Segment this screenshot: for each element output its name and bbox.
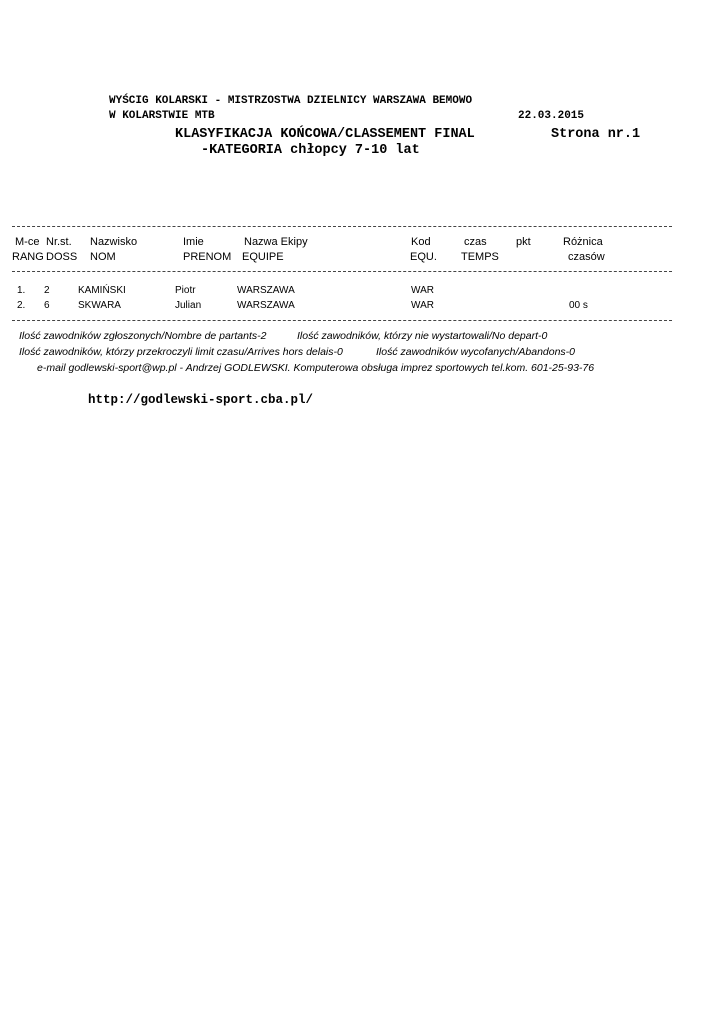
event-subtitle: W KOLARSTWIE MTB xyxy=(109,110,215,122)
col-team-fr: EQUIPE xyxy=(242,251,284,263)
col-surname-pl: Nazwisko xyxy=(90,236,138,248)
page-number: Strona nr.1 xyxy=(551,127,641,142)
row-1-team: WARSZAWA xyxy=(237,285,295,296)
divider-top xyxy=(12,226,672,227)
col-diff-fr: czasów xyxy=(568,251,605,263)
stat-not-started: Ilość zawodników, którzy nie wystartowali/No depart-0 xyxy=(297,330,548,342)
contact-info: e-mail godlewski-sport@wp.pl - Andrzej GODLEWSKI. Komputerowa obsługa imprez sportowych tel.kom. 601-25-93-76 xyxy=(37,362,595,374)
event-title: WYŚCIG KOLARSKI - MISTRZOSTWA DZIELNICY WARSZAWA BEMOWO xyxy=(109,95,473,107)
row-2-number: 6 xyxy=(44,300,50,311)
col-place-pl: M-ce xyxy=(15,236,40,248)
col-firstname-pl: Imie xyxy=(183,236,204,248)
row-2-diff: 00 s xyxy=(569,300,588,311)
col-number-fr: DOSS xyxy=(46,251,78,263)
col-points: pkt xyxy=(516,236,531,248)
row-2-firstname: Julian xyxy=(175,300,202,311)
row-1-number: 2 xyxy=(44,285,50,296)
stat-over-limit: Ilość zawodników, którzy przekroczyli limit czasu/Arrives hors delais-0 xyxy=(19,346,343,358)
row-2-surname: SKWARA xyxy=(78,300,121,311)
divider-header xyxy=(12,271,672,272)
row-2-code: WAR xyxy=(411,300,434,311)
col-firstname-fr: PRENOM xyxy=(183,251,232,263)
row-1-place: 1. xyxy=(17,285,26,296)
website-link[interactable]: http://godlewski-sport.cba.pl/ xyxy=(88,393,314,407)
col-surname-fr: NOM xyxy=(90,251,116,263)
col-team-pl: Nazwa Ekipy xyxy=(244,236,308,248)
row-1-code: WAR xyxy=(411,285,434,296)
col-code-fr: EQU. xyxy=(410,251,437,263)
col-number-pl: Nr.st. xyxy=(46,236,72,248)
divider-bottom xyxy=(12,320,672,321)
col-place-fr: RANG xyxy=(12,251,44,263)
row-1-firstname: Piotr xyxy=(175,285,196,296)
category-title: -KATEGORIA chłopcy 7-10 lat xyxy=(201,143,420,158)
row-2-team: WARSZAWA xyxy=(237,300,295,311)
row-1-surname: KAMIŃSKI xyxy=(78,285,126,296)
col-time-pl: czas xyxy=(464,236,487,248)
classification-title: KLASYFIKACJA KOŃCOWA/CLASSEMENT FINAL xyxy=(175,127,475,142)
stat-registered: Ilość zawodników zgłoszonych/Nombre de partants-2 xyxy=(19,330,267,342)
col-code-pl: Kod xyxy=(411,236,431,248)
row-2-place: 2. xyxy=(17,300,26,311)
event-date: 22.03.2015 xyxy=(518,110,585,122)
stat-withdrawn: Ilość zawodników wycofanych/Abandons-0 xyxy=(376,346,576,358)
col-time-fr: TEMPS xyxy=(461,251,499,263)
col-diff-pl: Różnica xyxy=(563,236,603,248)
